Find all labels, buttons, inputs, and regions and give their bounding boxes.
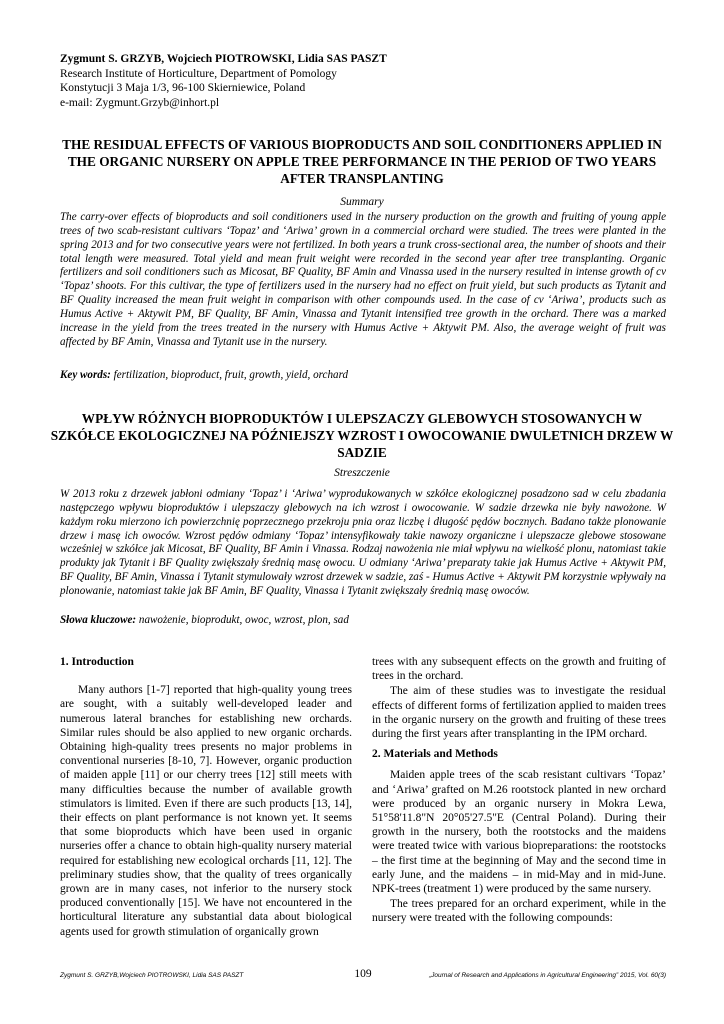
introduction-continued: trees with any subsequent effects on the growth and fruiting of trees in the orchard. [372, 656, 666, 683]
author-block [60, 52, 680, 110]
introduction-heading: 1. Introduction [60, 656, 134, 668]
methods-paragraph-2: The trees prepared for an orchard experiment, while in the nursery were treated with the following compounds: [372, 898, 666, 925]
english-keywords [60, 369, 666, 383]
slowa-kluczowe-label: Słowa kluczowe: [60, 614, 137, 626]
english-abstract: The carry-over effects of bioproducts and soil conditioners used in the nursery production on the growth and fruiting of young apple trees of two scab-resistant cultivars ‘Topaz’ and ‘Ariwa’ grown in a commercial orchard were studied. The trees were planted in the spring 2013 and for two consecutive years were not fertilized. In both years a trunk cross-sectional area, the number of shoots and their total length were measured. Total yield and mean fruit weight were recorded in the second year after tree transplanting. Organic fertilizers and soil conditioners such as Micosat, BF Quality, BF Amin and Vinassa used in the nursery resulted in intense growth of cv ‘Topaz’ shoots. For this cultivar, the type of fertilizers used in the nursery had no effect on fruit yield, but such products as Tytanit and BF Quality increased the mean fruit weight in comparison with other compounds used. In the case of cv ‘Ariwa’, products such as Humus Active + Aktywit PM, BF Quality, BF Amin, Vinassa and Tytanit intensified tree growth in the orchard. There was a marked increase in the yield from the trees treated in the nursery with Humus Active + Aktywit PM. Also, the average weight of fruit was affected by BF Amin, Vinassa and Tytanit use in the nursery. [60, 211, 666, 348]
polish-abstract: W 2013 roku z drzewek jabłoni odmiany ‘Topaz’ i ‘Ariwa’ wyprodukowanych w szkółce ekologicznej posadzono sad w celu zbadania następczego wpływu bioproduktów i ulepszaczy glebowych na ich wzrost i owocowanie. W sadzie drzewka nie były nawożone. W każdym roku mierzono ich powierzchnię poprzecznego przekroju pnia oraz liczbę i długość pędów bocznych. Badano także plonowanie drzew i masę ich owoców. Wzrost pędów odmiany ‘Topaz’ intensyfikowały takie nawozy organiczne i ulepszacze glebowe stosowane wcześniej w szkółce jak Micosat, BF Quality, BF Amin i Vinassa. Rodzaj nawożenia nie miał wpływu na wielkość plonu, natomiast takie produkty jak Tytanit i BF Quality zwiększały średnią masę owocu. U odmiany ‘Ariwa’ preparaty takie jak Humus Active + Aktywit PM, BF Quality, BF Amin, Vinassa i Tytanit stymulowały wzrost drzewek w sadzie, zaś - Humus Active + Aktywit PM korzystnie wpływały na plonowanie, natomiast takie jak BF Amin, BF Quality, Vinassa i Tytanit zwiększały średnią masę owoców. [60, 488, 666, 597]
email: e-mail: Zygmunt.Grzyb@inhort.pl [60, 96, 220, 109]
keywords-label: Key words: [60, 369, 111, 381]
footer-authors: Zygmunt S. GRZYB,Wojciech PIOTROWSKI, Lidia SAS PASZT [60, 972, 244, 979]
right-column [372, 655, 666, 926]
left-column [60, 655, 352, 939]
methods-paragraph-1: Maiden apple trees of the scab resistant cultivars ‘Topaz’ and ‘Ariwa’ grafted on M.26 rootstock planted in new orchard were produced by an organic nursery in Mokra Lewa, 51°58'11.8"N 20°05'27.5"E (Central Poland). During their growth in the nursery, both the rootstocks and the maidens were treated twice with various biopreparations: the rootstocks – the first time at the beginning of May and the second time in early June, and the maidens – in mid-May and in mid-June. NPK-trees (treatment 1) were produced by the same nursery. [372, 769, 666, 896]
english-title: THE RESIDUAL EFFECTS OF VARIOUS BIOPRODUCTS AND SOIL CONDITIONERS APPLIED IN THE ORGANIC NURSERY ON APPLE TREE PERFORMANCE IN THE PERIOD OF TWO YEARS AFTER TRANSPLANTING [62, 137, 662, 186]
footer-journal: „Journal of Research and Applications in Agricultural Engineering” 2015, Vol. 60(3) [428, 972, 666, 979]
methods-heading: 2. Materials and Methods [372, 748, 498, 761]
address: Konstytucji 3 Maja 1/3, 96-100 Skierniewice, Poland [60, 82, 306, 95]
keywords-text: fertilization, bioproduct, fruit, growth, yield, orchard [110, 369, 349, 381]
streszczenie-label: Streszczenie [334, 467, 390, 479]
page-number: 109 [354, 968, 372, 980]
author-names: Zygmunt S. GRZYB, Wojciech PIOTROWSKI, Lidia SAS PASZT [60, 53, 387, 65]
page-footer [60, 968, 666, 988]
polish-title: WPŁYW RÓŻNYCH BIOPRODUKTÓW I ULEPSZACZY GLEBOWYCH STOSOWANYCH W SZKÓŁCE EKOLOGICZNEJ NA PÓŹNIEJSZY WZROST I OWOCOWANIE DWULETNICH DRZEW W SADZIE [50, 411, 674, 460]
summary-label: Summary [340, 196, 384, 208]
introduction-paragraph-2: The aim of these studies was to investigate the residual effects of different forms of fertilization applied to maiden trees in the organic nursery on the growth and fruiting of these trees during the first years after transplanting in the IPM orchard. [372, 685, 666, 741]
affiliation: Research Institute of Horticulture, Department of Pomology [60, 67, 337, 80]
polish-keywords [60, 614, 666, 628]
introduction-paragraph-1: Many authors [1-7] reported that high-quality young trees are sought, with a suitably well-developed leader and numerous lateral branches for establishing new orchards. Similar rules should be also applied to new organic orchards. Obtaining high-quality trees presents no major problems in conventional nurseries [8-10, 7]. However, organic production of maiden apple [11] or our cherry trees [12] still meets with many difficulties because the number of available growth stimulators is limited. Even if there are such products [13, 14], their effects on plant performance is not known yet. It seems that some bioproducts which have been used in organic nurseries offer a chance to obtain high-quality nursery material required for establishing new ecological orchards [11, 12]. The preliminary studies show, that the quality of trees organically grown are in many cases, not inferior to the nursery stock produced conventionally [15]. We have not encountered in the horticultural literature any substantial data about biological agents used for growth stimulation of organically grown [60, 684, 352, 938]
slowa-kluczowe-text: nawożenie, bioprodukt, owoc, wzrost, plon, sad [136, 614, 349, 626]
